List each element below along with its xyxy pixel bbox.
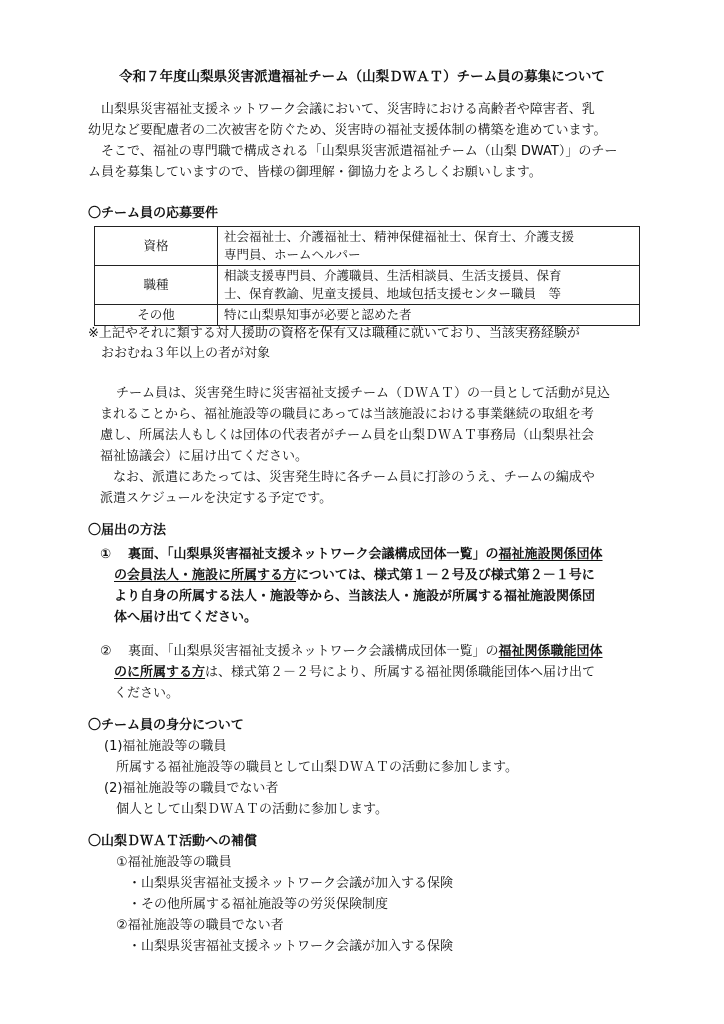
submission-line: 裏面、「山梨県災害福祉支援ネットワーク会議構成団体一覧」の福祉施設関係団体 <box>128 547 603 562</box>
submission-line: のに所属する方は、様式第２－２号により、所属する福祉関係職能団体へ届け出て <box>114 665 596 680</box>
emphasis-text: の会員法人・施設に所属する方 <box>114 568 297 583</box>
row-value-line: 特に山梨県知事が必要と認めた者 <box>224 307 412 322</box>
compensation-heading: 〇山梨ＤＷＡＴ活動への補償 <box>88 834 258 849</box>
table-row <box>95 266 640 305</box>
submission-line: ください。 <box>114 686 180 701</box>
table-row <box>95 305 640 326</box>
requirements-heading: 〇チーム員の応募要件 <box>88 206 219 221</box>
submission-line: より自身の所属する法人・施設等から、当該法人・施設が所属する福祉施設関係団 <box>114 589 596 604</box>
requirements-note-line: おおむね３年以上の者が対象 <box>88 346 271 361</box>
body-line: チーム員は、災害発生時に災害福祉支援チーム（ＤＷＡＴ）の一員として活動が見込 <box>116 386 611 401</box>
intro-line: ム員を募集していますので、皆様の御理解・御協力をよろしくお願いします。 <box>88 165 542 180</box>
page-title: 令和７年度山梨県災害派遣福祉チーム（山梨ＤＷＡＴ）チーム員の募集について <box>119 69 605 85</box>
submission-heading: 〇届出の方法 <box>88 523 167 538</box>
intro-line: 幼児など要配慮者の二次被害を防ぐため、災害時の福祉支援体制の構築を進めています。 <box>88 123 607 138</box>
intro-line: そこで、福祉の専門職で構成される「山梨県災害派遣福祉チーム（山梨 DWAT）」のチー <box>88 144 618 159</box>
submission-line: 裏面、「山梨県災害福祉支援ネットワーク会議構成団体一覧」の福祉関係職能団体 <box>128 644 603 659</box>
item-number: ① <box>100 547 112 562</box>
row-key: その他 <box>95 305 218 326</box>
body-line: まれることから、福祉施設等の職員にあっては当該施設における事業継続の取組を考 <box>100 407 594 422</box>
compensation-item: ・山梨県災害福祉支援ネットワーク会議が加入する保険 <box>128 939 454 954</box>
status-item-label: (2)福祉施設等の職員でない者 <box>104 781 279 796</box>
row-key: 職種 <box>95 266 218 305</box>
body-line: 福祉協議会）に届け出てください。 <box>100 449 309 464</box>
compensation-group-label: ②福祉施設等の職員でない者 <box>116 918 284 933</box>
emphasis-text: 福祉関係職能団体 <box>498 644 603 659</box>
body-line: 派遣スケジュールを決定する予定です。 <box>100 491 333 506</box>
compensation-item: ・山梨県災害福祉支援ネットワーク会議が加入する保険 <box>128 876 454 891</box>
status-item-text: 所属する福祉施設等の職員として山梨ＤＷＡＴの活動に参加します。 <box>116 760 518 775</box>
requirements-note-line: ※上記やそれに類する対人援助の資格を保有又は職種に就いており、当該実務経験が <box>88 326 580 341</box>
body-line: なお、派遣にあたっては、災害発生時に各チーム員に打診のうえ、チームの編成や <box>100 470 595 485</box>
row-value <box>218 305 640 326</box>
row-value <box>218 266 640 305</box>
submission-line: 体へ届け出てください。 <box>114 610 258 625</box>
body-line: 慮し、所属法人もしくは団体の代表者がチーム員を山梨ＤＷＡＴ事務局（山梨県社会 <box>100 428 595 443</box>
requirements-table <box>94 226 640 326</box>
item-number: ② <box>100 644 112 659</box>
row-value-line: 相談支援専門員、介護職員、生活相談員、生活支援員、保育 <box>224 268 562 283</box>
row-value-line: 士、保育教諭、児童支援員、地域包括支援センター職員 等 <box>224 286 562 301</box>
row-value-line: 専門員、ホームヘルパー <box>224 247 361 262</box>
row-value-line: 社会福祉士、介護福祉士、精神保健福祉士、保育士、介護支援 <box>224 229 575 244</box>
submission-line: の会員法人・施設に所属する方については、様式第１－２号及び様式第２－１号に <box>114 568 595 583</box>
status-item-text: 個人として山梨ＤＷＡＴの活動に参加します。 <box>116 802 388 817</box>
status-heading: 〇チーム員の身分について <box>88 718 244 733</box>
table-row <box>95 227 640 266</box>
row-key: 資格 <box>95 227 218 266</box>
emphasis-text: のに所属する方 <box>114 665 206 680</box>
intro-line: 山梨県災害福祉支援ネットワーク会議において、災害時における高齢者や障害者、乳 <box>88 102 595 117</box>
compensation-item: ・その他所属する福祉施設等の労災保険制度 <box>128 897 389 912</box>
status-item-label: (1)福祉施設等の職員 <box>104 739 227 754</box>
row-value <box>218 227 640 266</box>
compensation-group-label: ①福祉施設等の職員 <box>116 855 232 870</box>
emphasis-text: 福祉施設関係団体 <box>498 547 603 562</box>
